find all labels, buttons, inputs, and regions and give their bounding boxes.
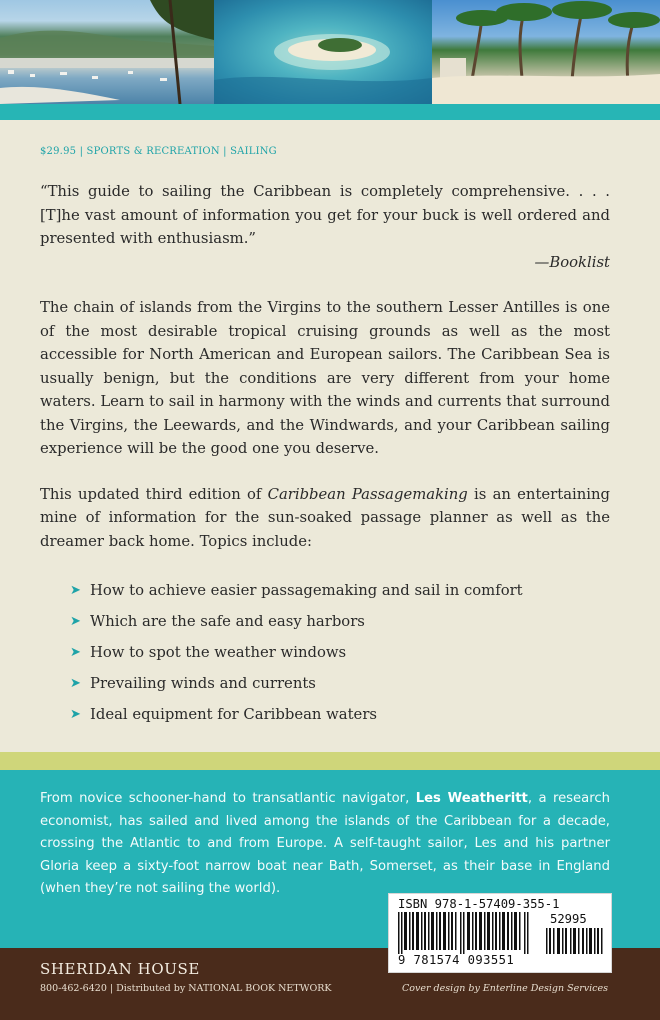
topic-text: Prevailing winds and currents xyxy=(90,674,316,692)
topics-list xyxy=(70,575,610,730)
arrow-bullet-icon: ➤ xyxy=(70,613,81,629)
description-block xyxy=(40,180,610,772)
bio-suffix: , a research economist, has sailed and lived among the islands of the Caribbean for a decade, crossing the Atlantic to and from Europe. A self-taught sailor, Les and his partner Gloria keep a sixty-foot narrow boat near Bath, Somerset, as their base in England (when they’re not sailing the world). xyxy=(40,791,610,897)
book-title: Caribbean Passagemaking xyxy=(267,485,468,503)
isbn-label: ISBN 978-1-57409-355-1 xyxy=(398,897,560,911)
edition-paragraph xyxy=(40,483,610,554)
topic-text: How to spot the weather windows xyxy=(90,643,347,661)
cover-photo-strip xyxy=(0,0,660,104)
author-bio xyxy=(40,788,610,901)
bio-prefix: From novice schooner-hand to transatlantic navigator, xyxy=(40,791,416,806)
topic-text: Which are the safe and easy harbors xyxy=(90,612,365,630)
edition-prefix: This updated third edition of xyxy=(40,485,268,503)
ean-number: 9 781574 093551 xyxy=(398,953,515,967)
price-category-line: $29.95 | SPORTS & RECREATION | SAILING xyxy=(40,146,277,157)
quote-attribution: —Booklist xyxy=(534,253,610,271)
price-addon-number: 52995 xyxy=(550,912,587,926)
teal-band xyxy=(0,104,660,120)
sandbar-island-photo xyxy=(214,0,432,104)
publisher-name: SHERIDAN HOUSE xyxy=(40,960,200,978)
description-paragraph: The chain of islands from the Virgins to the southern Lesser Antilles is one of the most desirable tropical cruising grounds as well as the most accessible for North American and European sailors. The Caribbean Sea is usually benign, but the conditions are very different from your home waters. Learn to sail in harmony with the winds and currents that surround the Virgins, the Leewards, and the Windwards, and your Caribbean sailing experience will be the good one you deserve. xyxy=(40,299,610,457)
distribution-line: 800-462-6420 | Distributed by NATIONAL BOOK NETWORK xyxy=(40,983,332,994)
author-name: Les Weatheritt xyxy=(415,791,528,806)
cover-design-credit: Cover design by Enterline Design Services xyxy=(402,983,608,994)
arrow-bullet-icon: ➤ xyxy=(70,706,81,722)
topic-text: Ideal equipment for Caribbean waters xyxy=(90,705,377,723)
topic-text: How to achieve easier passagemaking and sail in comfort xyxy=(90,581,523,599)
list-item xyxy=(70,699,610,730)
price-addon-barcode xyxy=(546,928,604,954)
list-item xyxy=(70,606,610,637)
edition-suffix: is an entertaining mine of information for the sun-soaked passage planner as well as the dreamer back home. Topics include: xyxy=(40,485,611,550)
list-item xyxy=(70,668,610,699)
harbor-town-photo xyxy=(0,0,214,104)
list-item xyxy=(70,637,610,668)
arrow-bullet-icon: ➤ xyxy=(70,644,81,660)
review-quote: “This guide to sailing the Caribbean is completely comprehensive. . . . [T]he vast amount of information you get for your buck is well ordered and presented with enthusiasm.” xyxy=(40,183,610,247)
list-item xyxy=(70,575,610,606)
palm-beach-photo xyxy=(432,0,660,104)
arrow-bullet-icon: ➤ xyxy=(70,582,81,598)
arrow-bullet-icon: ➤ xyxy=(70,675,81,691)
lime-strip xyxy=(0,752,660,770)
ean-barcode xyxy=(398,912,530,954)
